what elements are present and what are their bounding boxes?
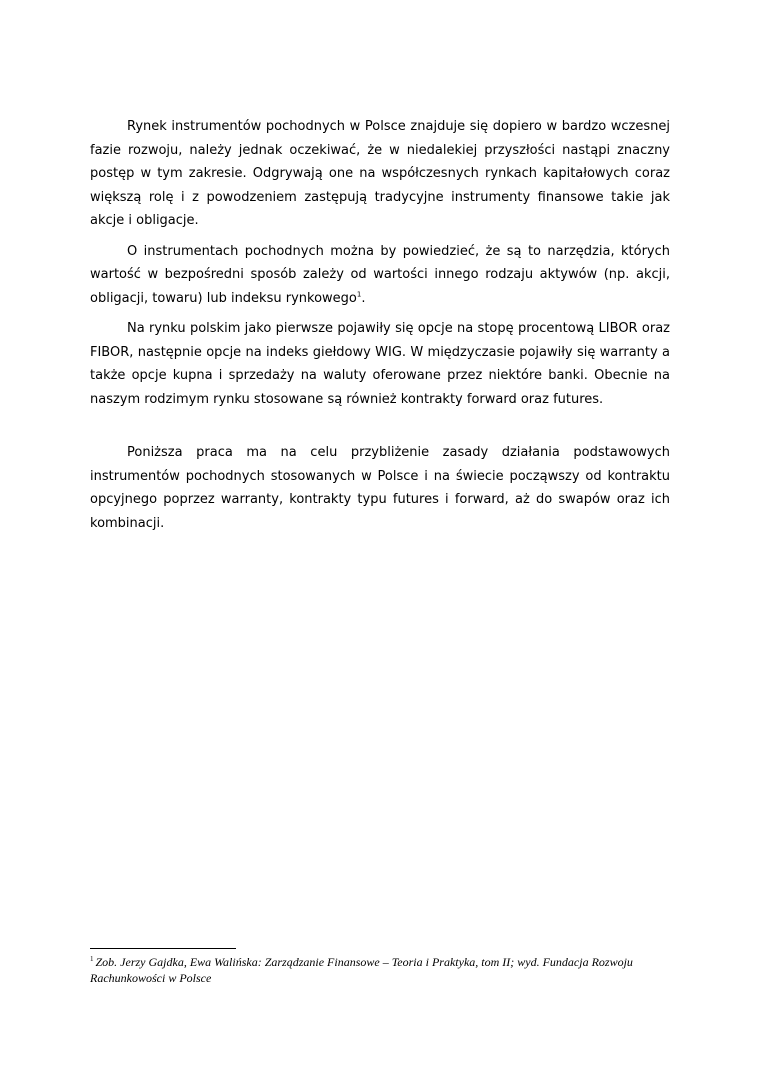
paragraph-3 bbox=[90, 317, 670, 411]
paragraph-2-end: . bbox=[361, 290, 366, 306]
paragraph-1 bbox=[90, 115, 670, 233]
paragraph-4 bbox=[90, 441, 670, 535]
paragraph-2 bbox=[90, 240, 670, 311]
paragraph-4-text: Poniższa praca ma na celu przybliżenie zasady działania podstawowych instrumentów pochodnych stosowanych w Polsce i na świecie począwszy od kontraktu opcyjnego poprzez warranty, kontrakty typu futures i forward, aż do swapów oraz ich kombinacji. bbox=[90, 445, 670, 531]
paragraph-1-text: Rynek instrumentów pochodnych w Polsce znajduje się dopiero w bardzo wczesnej fazie rozwoju, należy jednak oczekiwać, że w niedalekiej przyszłości nastąpi znaczny postęp w tym zakresie. Odgrywają one na współczesnych rynkach kapitałowych coraz większą rolę i z powodzeniem zastępują tradycyjne instrumenty finansowe takie jak akcje i obligacje. bbox=[90, 119, 670, 228]
footnote-number: 1 bbox=[90, 955, 94, 963]
body-text bbox=[90, 115, 670, 535]
footnote bbox=[90, 954, 670, 986]
footnote-text: Zob. Jerzy Gajdka, Ewa Walińska: Zarządzanie Finansowe – Teoria i Praktyka, tom II; wyd. Fundacja Rozwoju Rachunkowości w Polsce bbox=[90, 955, 633, 985]
footnote-separator bbox=[90, 948, 236, 949]
paragraph-2-text: O instrumentach pochodnych można by powiedzieć, że są to narzędzia, których wartość w bezpośredni sposób zależy od wartości innego rodzaju aktywów (np. akcji, obligacji, towaru) lub indeksu rynkowego bbox=[90, 243, 670, 306]
footnote-reference[interactable]: 1 bbox=[356, 290, 362, 299]
paragraph-3-text: Na rynku polskim jako pierwsze pojawiły się opcje na stopę procentową LIBOR oraz FIBOR, następnie opcje na indeks giełdowy WIG. W międzyczasie pojawiły się warranty a także opcje kupna i sprzedaży na waluty oferowane przez niektóre banki. Obecnie na naszym rodzimym rynku stosowane są również kontrakty forward oraz futures. bbox=[90, 321, 670, 407]
